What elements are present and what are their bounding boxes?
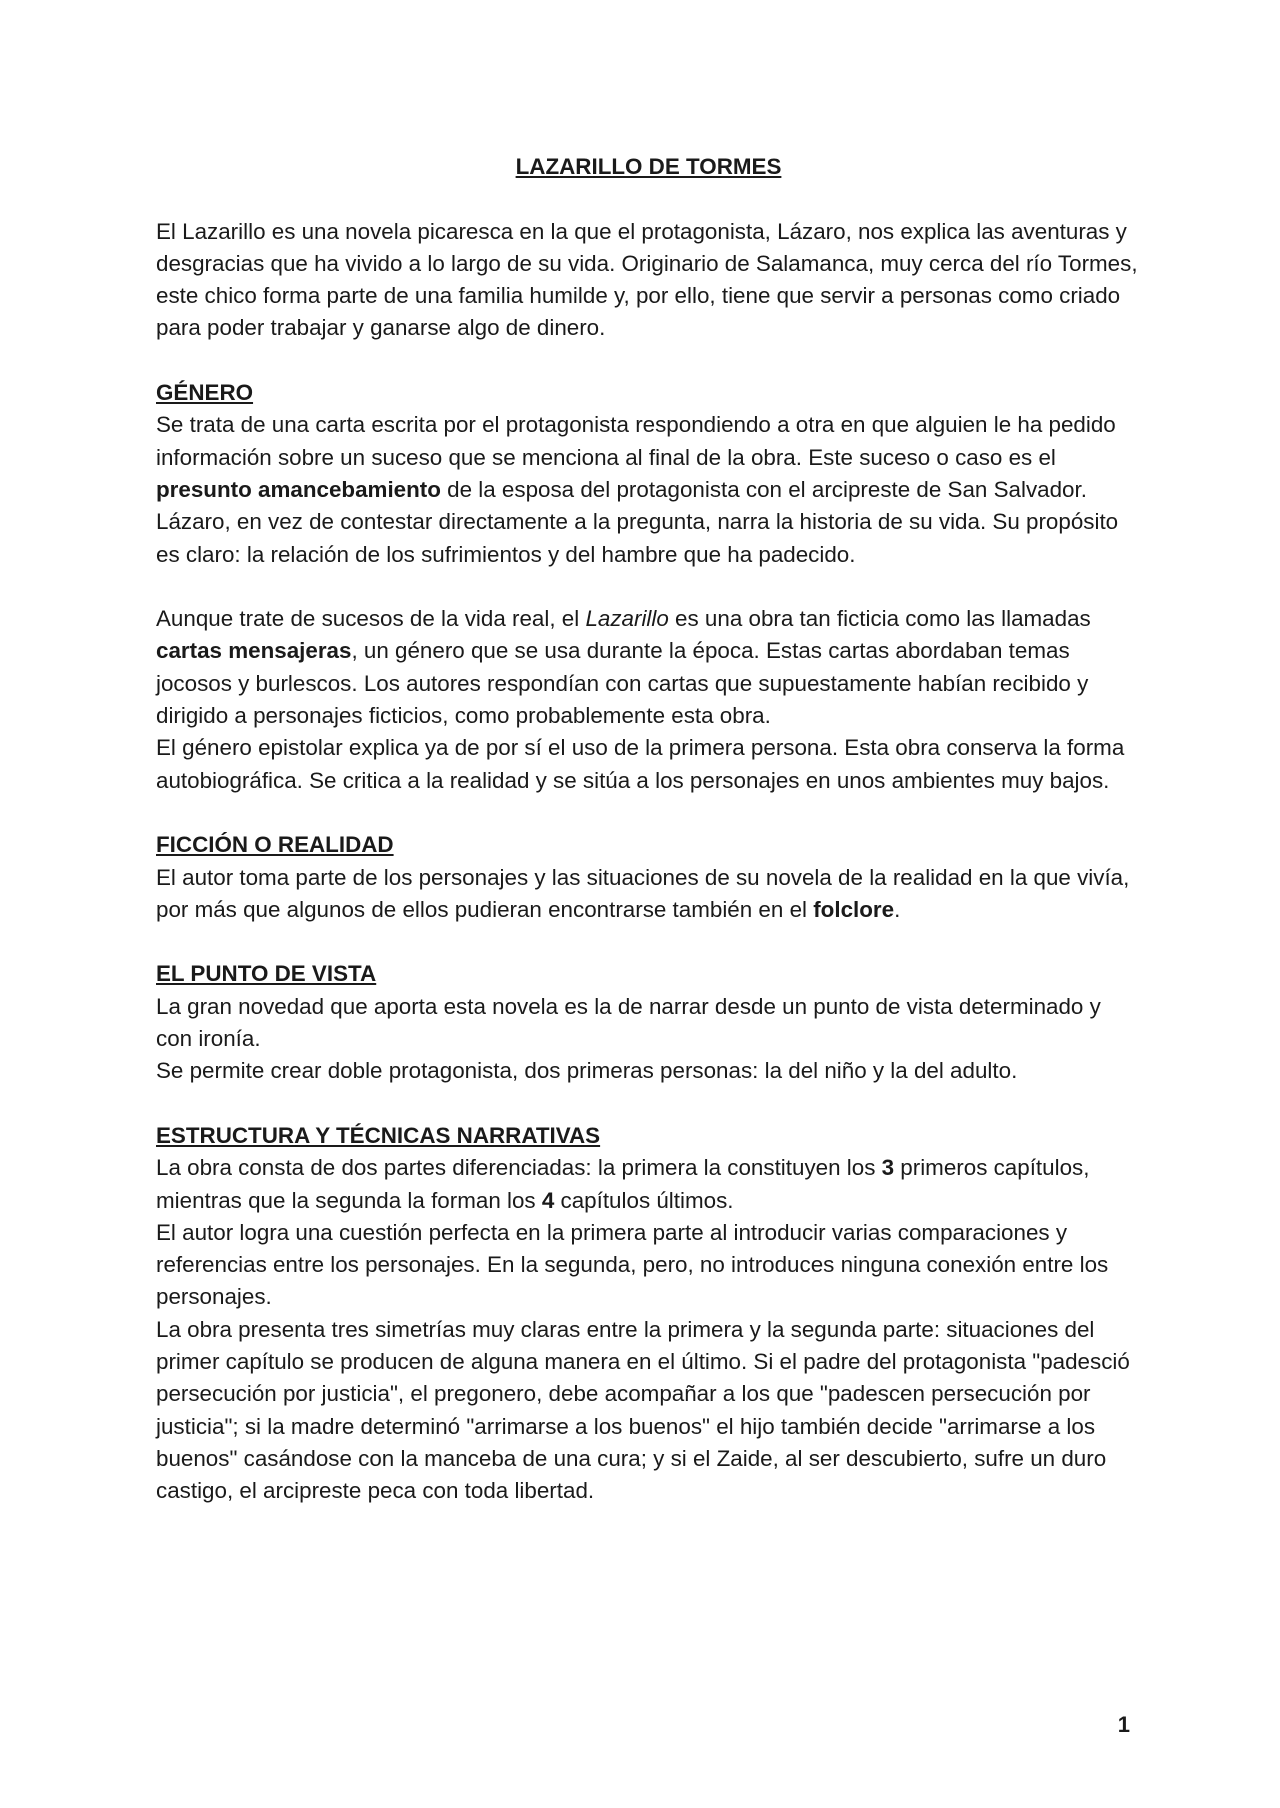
bold-number: 4 (541, 1187, 555, 1213)
page-number: 1 (1117, 1712, 1130, 1737)
genero-paragraph-1 (156, 409, 1141, 506)
text-run: de la esposa del protagonista con el arcipreste de San Salvador. (440, 476, 1087, 502)
document-body (156, 151, 1141, 1507)
text-run: Se trata de una carta escrita por el protagonista respondiendo a otra en que alguien le ha pedido información sobre un suceso que se menciona al final de la obra. Este suceso o caso es el (156, 412, 1116, 470)
spacer (156, 926, 1141, 958)
document-title: LAZARILLO DE TORMES (515, 154, 782, 179)
estructura-paragraph-1 (156, 1152, 1141, 1217)
text-run: primeros capítulos, mientras que la segunda la forman los (156, 1155, 1090, 1213)
text-run: El autor toma parte de los personajes y las situaciones de su novela de la realidad en la que vivía, por más que algunos de ellos pudieran encontrarse también en el (156, 864, 1130, 922)
section-heading-genero: GÉNERO (156, 380, 254, 406)
bold-term: cartas mensajeras (156, 638, 352, 664)
spacer (156, 797, 1141, 829)
genero-paragraph-3 (156, 603, 1141, 732)
bold-term: presunto amancebamiento (156, 476, 441, 502)
genero-paragraph-2: Lázaro, en vez de contestar directamente a la pregunta, narra la historia de su vida. Su propósito es claro: la relación de los sufrimientos y del hambre que ha padecido. (156, 509, 1119, 567)
text-run: , un género que se usa durante la época. Estas cartas abordaban temas jocosos y burlescos. Los autores respondían con cartas que supuestamente habían recibido y dirigido a personajes ficticios, como probablemente esta obra. (156, 638, 1089, 729)
section-heading-ficcion: FICCIÓN O REALIDAD (156, 832, 394, 858)
text-run: La obra consta de dos partes diferenciadas: la primera la constituyen los (156, 1155, 882, 1181)
estructura-paragraph-2: El autor logra una cuestión perfecta en la primera parte al introducir varias comparaciones y referencias entre los personajes. En la segunda, pero, no introduces ninguna conexión entre los personajes. (156, 1219, 1109, 1310)
section-heading-punto-vista: EL PUNTO DE VISTA (156, 961, 377, 987)
spacer (156, 571, 1141, 603)
text-run: capítulos últimos. (554, 1187, 734, 1213)
italic-term: Lazarillo (585, 606, 669, 632)
genero-paragraph-4: El género epistolar explica ya de por sí el uso de la primera persona. Esta obra conserva la forma autobiográfica. Se critica a la realidad y se sitúa a los personajes en unos ambientes muy bajos. (156, 735, 1125, 793)
spacer (156, 345, 1141, 377)
spacer (156, 183, 1141, 215)
bold-number: 3 (881, 1155, 895, 1181)
text-run: . (894, 896, 901, 922)
estructura-paragraph-3: La obra presenta tres simetrías muy claras entre la primera y la segunda parte: situaciones del primer capítulo se producen de alguna manera en el último. Si el padre del protagonista "padesció persecución por justicia", el pregonero, debe acompañar a los que "padescen persecución por justicia"; si la madre determinó "arrimarse a los buenos" el hijo también decide "arrimarse a los buenos" casándose con la manceba de una cura; y si el Zaide, al ser descubierto, sufre un duro castigo, el arcipreste peca con toda libertad. (156, 1316, 1130, 1504)
section-heading-estructura: ESTRUCTURA Y TÉCNICAS NARRATIVAS (156, 1122, 601, 1148)
text-run: Aunque trate de sucesos de la vida real, el (156, 606, 586, 632)
ficcion-paragraph-1 (156, 862, 1141, 927)
punto-vista-paragraph-2: Se permite crear doble protagonista, dos primeras personas: la del niño y la del adulto. (156, 1058, 1018, 1084)
bold-term: folclore (813, 896, 895, 922)
punto-vista-paragraph-1: La gran novedad que aporta esta novela es la de narrar desde un punto de vista determinado y con ironía. (156, 993, 1101, 1052)
intro-paragraph: El Lazarillo es una novela picaresca en la que el protagonista, Lázaro, nos explica las aventuras y desgracias que ha vivido a lo largo de su vida. Originario de Salamanca, muy cerca del río Tormes, este chico forma parte de una familia humilde y, por ello, tiene que servir a personas como criado para poder trabajar y ganarse algo de dinero. (156, 218, 1138, 341)
spacer (156, 1088, 1141, 1120)
text-run: es una obra tan ficticia como las llamadas (668, 606, 1091, 632)
